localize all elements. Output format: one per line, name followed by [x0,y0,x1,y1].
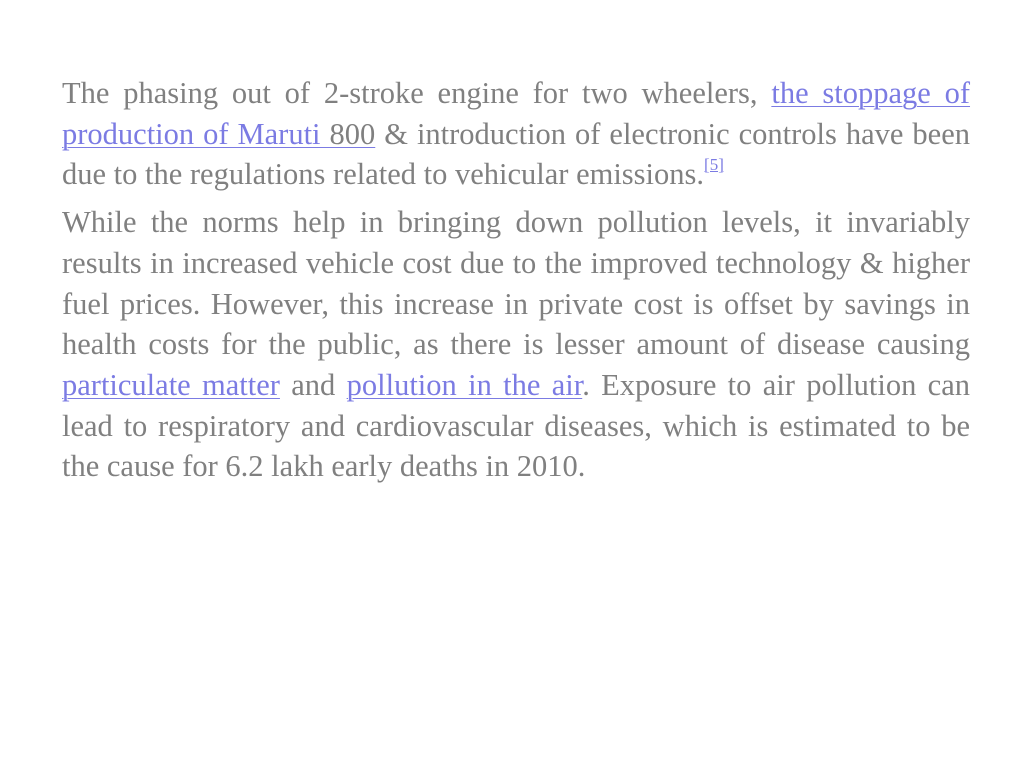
paragraph-text: and [279,367,347,402]
maruti-link-model: 800 [329,116,376,151]
paragraph-text: . Exposure to air pollution can lead to respiratory and cardiovascular diseases, which is estimated to be the cause for 6.2 lakh early deaths in 2010. [62,367,971,484]
paragraph-health-costs [62,202,970,487]
paragraph-text: While the norms help in bringing down pollution levels, it invariably results in increased vehicle cost due to the improved technology & higher fuel prices. However, this increase in private cost is offset by savings in health costs for the public, as there is lesser amount of disease causing [62,205,970,362]
paragraph-text: & introduction of electronic controls have been due to the regulations related to vehicular emissions. [62,116,971,192]
slide-body [62,73,970,487]
paragraph-emission-regulations [62,73,970,195]
reference-5-link[interactable]: [5] [704,155,724,175]
maruti-link-label: the stoppage of production of Maruti [62,76,971,151]
particulate-matter-link[interactable]: particulate matter [62,367,280,402]
pollution-in-the-air-link[interactable]: pollution in the air [346,367,583,402]
paragraph-text: The phasing out of 2-stroke engine for two wheelers, [62,76,772,110]
